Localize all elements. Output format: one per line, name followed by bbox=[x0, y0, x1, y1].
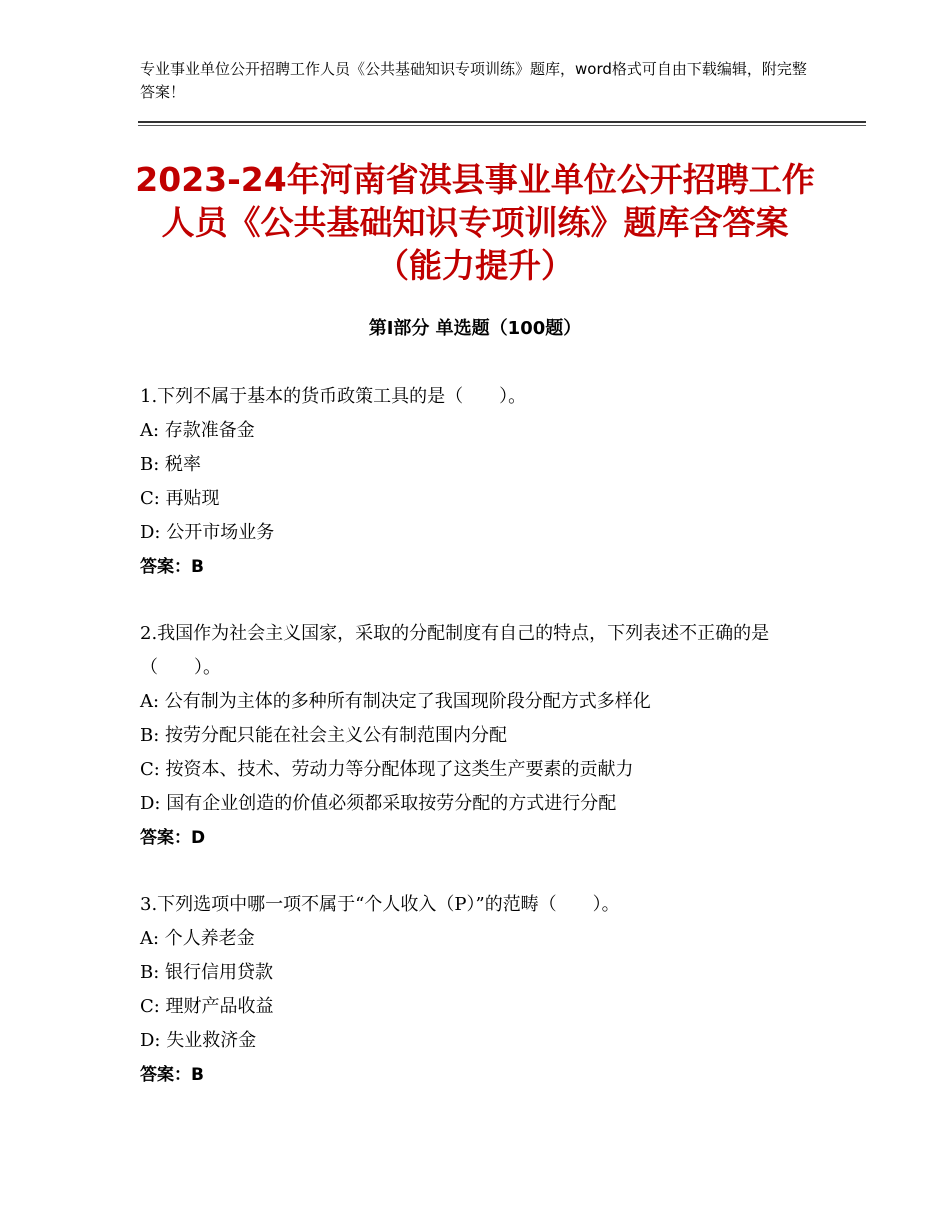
question-list bbox=[140, 380, 810, 1125]
option-b: B: 税率 bbox=[140, 454, 202, 475]
option-a: A: 公有制为主体的多种所有制决定了我国现阶段分配方式多样化 bbox=[140, 691, 651, 712]
option-d: D: 失业救济金 bbox=[140, 1030, 257, 1051]
header-note: 专业事业单位公开招聘工作人员《公共基础知识专项训练》题库，word格式可自由下载编辑，附完整答案！ bbox=[140, 60, 807, 101]
option-a: A: 存款准备金 bbox=[140, 420, 255, 441]
option-b: B: 按劳分配只能在社会主义公有制范围内分配 bbox=[140, 725, 508, 746]
document-title: 2023-24年河南省淇县事业单位公开招聘工作人员《公共基础知识专项训练》题库含答案（能力提升） bbox=[135, 160, 815, 285]
question-text: 1.下列不属于基本的货币政策工具的是（ ）。 bbox=[140, 386, 527, 407]
header-rule-thick bbox=[138, 121, 866, 123]
question-3 bbox=[140, 888, 810, 1092]
answer: 答案：B bbox=[140, 557, 204, 577]
option-c: C: 理财产品收益 bbox=[140, 996, 274, 1017]
question-text: 2.我国作为社会主义国家，采取的分配制度有自己的特点，下列表述不正确的是（ ）。 bbox=[140, 623, 770, 678]
question-text: 3.下列选项中哪一项不属于“个人收入（P）”的范畴（ ）。 bbox=[140, 894, 620, 915]
option-b: B: 银行信用贷款 bbox=[140, 962, 274, 983]
option-c: C: 再贴现 bbox=[140, 488, 220, 509]
option-a: A: 个人养老金 bbox=[140, 928, 255, 949]
option-c: C: 按资本、技术、劳动力等分配体现了这类生产要素的贡献力 bbox=[140, 759, 634, 780]
question-1 bbox=[140, 380, 810, 584]
section-heading: 第Ⅰ部分 单选题（100题） bbox=[368, 318, 582, 339]
answer: 答案：B bbox=[140, 1065, 204, 1085]
answer: 答案：D bbox=[140, 828, 206, 848]
header-rule-thin bbox=[138, 125, 866, 126]
option-d: D: 公开市场业务 bbox=[140, 522, 275, 543]
option-d: D: 国有企业创造的价值必须都采取按劳分配的方式进行分配 bbox=[140, 793, 617, 814]
question-2 bbox=[140, 617, 810, 855]
